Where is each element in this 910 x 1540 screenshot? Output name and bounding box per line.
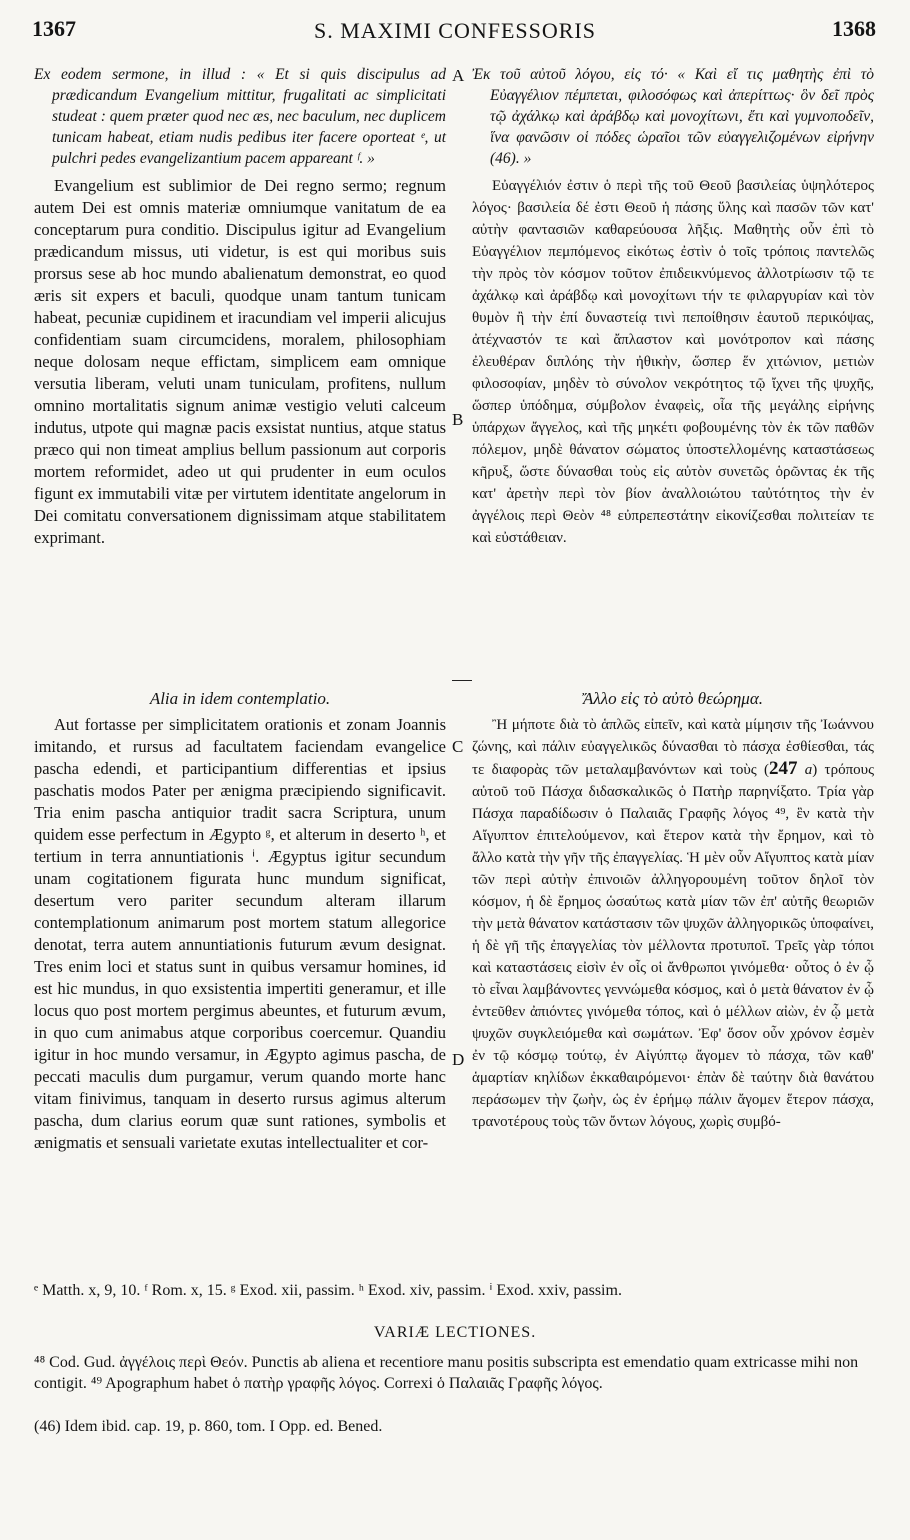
running-title: S. MAXIMI CONFESSORIS bbox=[313, 18, 596, 43]
greek-intro: Ἐκ τοῦ αὐτοῦ λόγου, εἰς τό· « Καὶ εἴ τις μαθητὴς ἐπὶ τὸ Εὐαγγέλιον πέμπεται, φιλοσόφως καὶ ἀπερίττως· ὃν δεῖ πρὸς τῷ ἀχάλκῳ καὶ ἀράβδῳ καὶ μονοχίτωνι, ἔτι καὶ γυμνοποδεῖν, ἵνα φανῶσιν οἱ πόδες ὡραῖοι τῶν εὐαγγελιζομένων εἰρήνην (46). » bbox=[472, 66, 874, 167]
greek-section-title: Ἄλλο εἰς τὸ αὐτὸ θεώρημα. bbox=[582, 689, 764, 708]
scripture-footnotes: ᵉ Matth. x, 9, 10. ᶠ Rom. x, 15. ᵍ Exod. xii, passim. ʰ Exod. xiv, passim. ⁱ Exod. xxiv, passim. bbox=[34, 1282, 622, 1299]
latin-column-1 bbox=[34, 64, 446, 549]
greek-body-2-rest: ) τρόπους αὐτοῦ τοῦ Πάσχα διδασκαλικῶς ὁ Πατὴρ παρηνίξατο. Τρία γὰρ Πάσχα παραδίδωσιν ὁ Παλαιᾶς Γραφῆς λόγος ⁴⁹, ἓν κατὰ τὴν Αἴγυπτον ἐπιτελούμενον, καὶ ἕτερον κατὰ τὴν ἔρημον, καὶ τὸ ἄλλο κατὰ τὴν γῆν τῆς ἐπαγγελίας. Ἡ μὲν οὖν Αἴγυπτος κατὰ μίαν τῶν περὶ αὐτὴν ἐπινοιῶν ἀλληγορουμένη τοῦτον δηλοῖ τὸν κόσμον, ἡ δὲ ἔρημος ὡσαύτως κατὰ μίαν τῶν ἐπ' αὐτῆς θεωριῶν τὴν μετὰ θάνατον κατάστασιν τῶν ψυχῶν ἀλληγορικῶς ὑποφαίνει, ἡ δὲ γῆ τῆς ἐπαγγελίας τὸν μέλλοντα προτυποῖ. Τρεῖς γὰρ τόποι καὶ καταστάσεις εἰσὶν ἐν οἷς οἱ ἄνθρωποι γινόμεθα· οὗτος ὁ ἐν ᾧ τὸ εἶναι λαμβάνοντες γεννώμεθα κόσμος, καὶ ὁ μετὰ θάνατον ἐν ᾧ ἐντεῦθεν ἀπιόντες γινόμεθα τόπος, καὶ ὁ μέλλων αἰὼν, ἐν ᾧ μετὰ ψυχῶν συγκλειόμεθα καὶ σωμάτων. Ἐφ' ὅσον οὖν χρόνον ἐσμὲν ἐν τῷ κόσμῳ τούτῳ, ἐν Αἰγύπτῳ ἄγομεν τὸ πάσχα, τῶν καθ' ἁμαρτίαν κηλίδων ἐκκαθαιρόμενοι· ἐπὰν δὲ ταύτην διὰ θανάτου περάσωμεν τὴν ζωὴν, ὡς ἐν ἐρήμῳ πάλιν ἄγομεν ἕτερον πάσχα, τρανοτέρους τοὺς τῶν ὄντων λόγους, χωρὶς συμβό- bbox=[472, 762, 875, 1130]
margin-letter-d: D bbox=[452, 1050, 465, 1069]
greek-body-2 bbox=[472, 714, 874, 1133]
left-page-number: 1367 bbox=[32, 16, 76, 41]
latin-body-2: Aut fortasse per simplicitatem orationis et zonam Joannis imitando, et rursus ad facultatem faciendam evangelice pascha edendi, et participantium differentias et ipsius paschatis modos Pater per ænigma præcipiendo significavit. Tria enim pascha antiquior tradit sacra Scriptura, unum quidem esse perfectum in Ægypto ᵍ, et alterum in deserto ʰ, et tertium in terra annuntiationis ⁱ. Ægyptus igitur secundum unam cogitationem figurata hunc mundum significat, desertum vero pariter secundum alteram illarum contemplationum animarum post mortem statum allegorice denotat, terra autem annuntiationis futurum ævum designat. Tres enim loci et status sunt in quibus versamur homines, id est hic mundus, in quo exsistentia impertiti generamur, et ille locus quo post mortem pergimus abeuntes, et futurum ævum, in quo cum animabus atque corporibus coercemur. Quandiu igitur in hoc mundo versamur, in Ægypto agimus pascha, de peccati maculis dum purgamur, verum quando morte hanc vitam finivimus, tanquam in deserto rursus agimus alterum pascha, dum clarius eorum quæ sunt rationes, symbolis et ænigmatis et sensuali varietate exutas intellectualiter et cor- bbox=[34, 715, 446, 1152]
latin-column-2 bbox=[34, 688, 446, 1154]
section-divider bbox=[452, 680, 472, 681]
margin-letter-c: C bbox=[452, 737, 464, 756]
right-page-number: 1368 bbox=[832, 16, 876, 41]
latin-body-1: Evangelium est sublimior de Dei regno sermo; regnum autem Dei est omnis materiæ omniumque vanitatum de ea conceptarum pura conditio. Discipulus igitur ad Evangelium prædicandum missus, uti videtur, is est qui moribus suis prorsus sese ab hoc mundo abalienatum demonstrat, eo quod æris sit expers et baculi, quodque unam tantum tunicam habeat, pecuniæ cupidinem et iracundiam vel imperii alicujus confidentiam suam circumcidens, moralem, philosophiam neque dolosam neque effictam, simplicem eam omnique versutia liberam, veluti unam tuniculam, profitens, nullum omnino mortalitatis signum animæ vestigio veluti calceum indutus, utpote qui magnæ pacis exsistat nuntius, atque status præco qui non timeat amplius bellum passionum aut corporis mortem reformidet, adeo ut qui prudenter in eum oculos figunt ex immutabili vitæ per virtutem identitate angelorum in Dei comitatu conversationem dignissimam atque stabilitatem exprimant. bbox=[34, 176, 446, 547]
page-marker: 247 bbox=[768, 758, 798, 779]
greek-body-1: Εὐαγγέλιόν ἐστιν ὁ περὶ τῆς τοῦ Θεοῦ βασιλείας ὑψηλότερος λόγος· βασιλεία δέ ἐστι Θεοῦ ἡ πάσης ὕλης καὶ πασῶν τῶν κατ' αὐτὴν φαντασιῶν καθαρεύουσα λῆξις. Μαθητὴς οὖν ἐπὶ τὸ Εὐαγγέλιον πεμπόμενος εἰκότως ἐστὶν ὁ τοῖς τρόποις παντελῶς τὴν πρὸς τὸν κόσμον τοῦτον ἐπιδεικνύμενος ἀλλοτρίωσιν τῷ τε ἀχάλκῳ καὶ ἀράβδῳ καὶ μονοχίτωνι τήν τε φιλαργυρίαν καὶ τὸν θυμὸν ἢ τὴν ἐπί δυναστείᾳ τινὶ πεποίθησιν ἑαυτοῦ περικόψας, ἀτέχναστόν τε καὶ ἄπλαστον καὶ μονότροπον καὶ πάσης ἐλευθέραν διπλόης τὴν ἠθικὴν, ὥσπερ ἕν χιτώνιον, μετιὼν φιλοσοφίαν, μηδὲν τὸ σύνολον νεκρότητος τῷ ἴχνει τῆς ψυχῆς, ὥσπερ ὑπόδημα, σύμβολον ἐναφεὶς, οἷα τῆς μεγάλης εἰρήνης ὑπάρχων ἄγγελος, καὶ τῆς μηκέτι φοβουμένης τὸν ἐκ τῶν παθῶν πόλεμον, μηδὲ θάνατον σώματος ὑποστελλομένης καταστάσεως κῆρυξ, ὥστε δύνασθαι τοὺς εἰς αὐτὸν συνετῶς ὁρῶντας ἐκ τῆς κατ' ἀρετὴν περὶ τὸν βίον ἀναλλοιώτου ταὐτότητος τὴν ἐν ἀγγέλοις περὶ Θεὸν ⁴⁸ εὐπρεπεστάτην εἰκονίζεσθαι πολιτείαν τε καὶ εὐστάθειαν. bbox=[472, 178, 874, 546]
variae-lectiones-title: VARIÆ LECTIONES. bbox=[373, 1324, 537, 1341]
variae-lectiones-notes: ⁴⁸ Cod. Gud. ἀγγέλοις περὶ Θεόν. Punctis ab aliena et recentiore manu positis subscripta est emendatio quam extricasse mihi non contigit. ⁴⁹ Apographum habet ὁ πατὴρ γραφῆς λόγος. Correxi ὁ Παλαιᾶς Γραφῆς λόγος. bbox=[34, 1354, 859, 1392]
margin-letter-a: A bbox=[452, 66, 465, 85]
greek-body-2-start: Ἢ μήποτε διὰ τὸ ἁπλῶς εἰπεῖν, καὶ κατὰ μίμησιν τῆς Ἰωάννου ζώνης, καὶ πάλιν εὐαγγελικῶς δύνασθαι τὸ πάσχα ἐσθίεσθαι, τάς τε διαφορὰς τῶν μεταλαμβανόντων καὶ τοὺς ( bbox=[472, 717, 874, 778]
greek-column-1 bbox=[472, 64, 874, 549]
latin-intro: Ex eodem sermone, in illud : « Et si quis discipulus ad prædicandum Evangelium mittitur, frugalitati ac simplicitati studeat : quem præter quod nec æs, nec baculum, nec duplicem tunicam habeat, etiam nudis pedibus iter facere oporteat ᵉ, ut pulchri pedes evangelizantium pacem appareant ᶠ. » bbox=[34, 66, 446, 167]
margin-letter-b: B bbox=[452, 410, 464, 429]
latin-section-title: Alia in idem contemplatio. bbox=[149, 689, 331, 708]
greek-column-2 bbox=[472, 688, 874, 1133]
source-note: (46) Idem ibid. cap. 19, p. 860, tom. I Opp. ed. Bened. bbox=[34, 1418, 383, 1435]
page-marker-suffix: a bbox=[804, 762, 813, 778]
